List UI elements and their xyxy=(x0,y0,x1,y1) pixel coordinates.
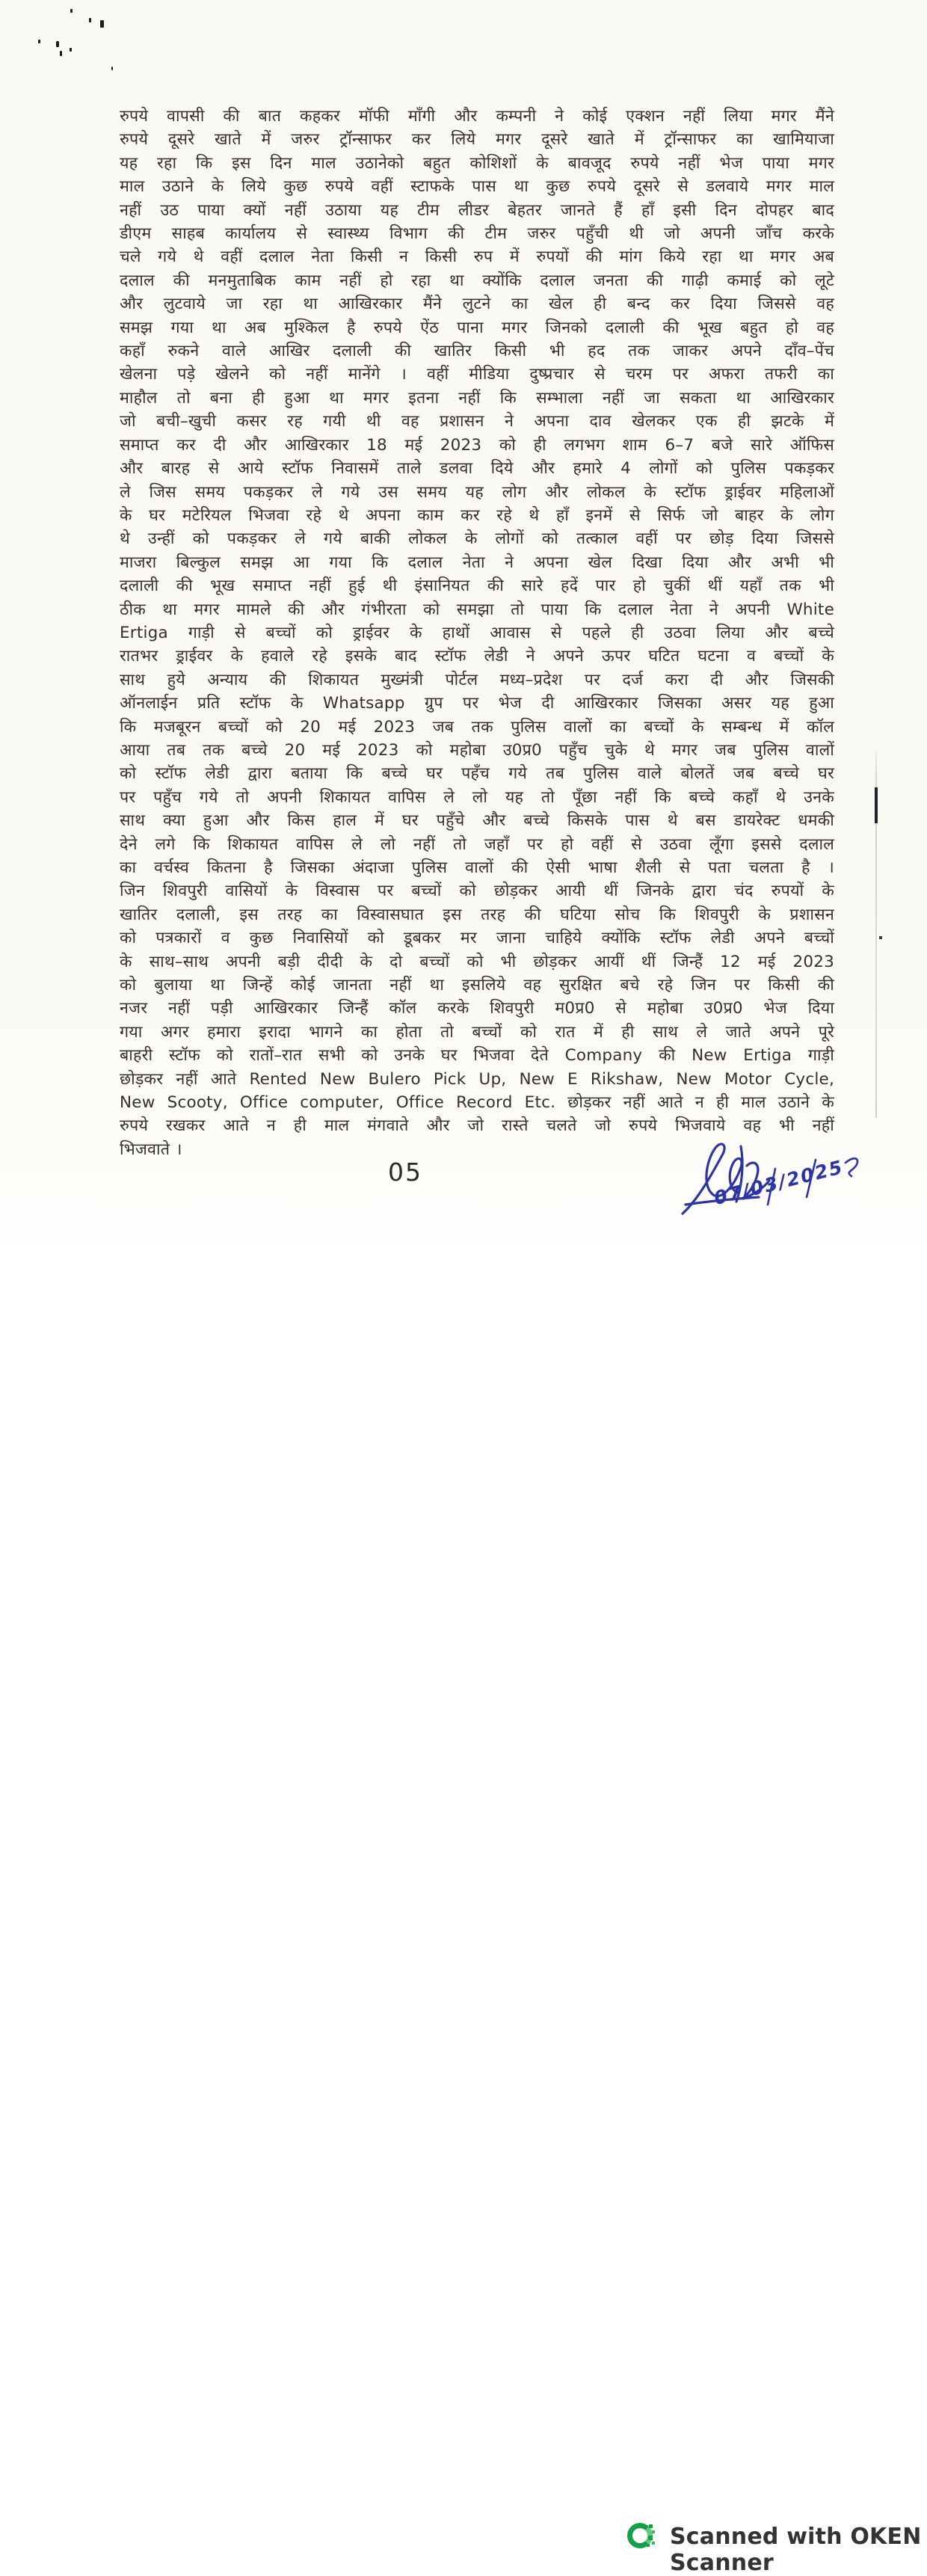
text-line: यह रहा कि इस दिन माल उठानेको बहुत कोशिशों के बावजूद रुपये नहीं भेज पाया मगर xyxy=(120,153,834,173)
scan-speck xyxy=(38,40,40,43)
text-line: को स्टॉफ लेडी द्वारा बताया कि बच्चे घर पहँच गये तब पुलिस वाले बोलतें जब बच्चे घर xyxy=(120,764,834,784)
text-line: चले गये थे वहीं दलाल नेता किसी न किसी रुप में रुपयों की मांग किये रहा था मगर अब xyxy=(120,248,834,267)
text-line: देने लगे कि शिकायत वापिस ले लो नहीं तो जहाँ पर हो वहीं से उठवा लूँगा इससे दलाल xyxy=(120,834,834,854)
text-line: रातभर ड्राईवर के हवाले रहे इसके बाद स्टॉफ लेडी ने अपने ऊपर घटित घटना व बच्चों के xyxy=(120,647,834,666)
text-line: छोड़कर नहीं आते Rented New Bulero Pick Up, New E Rikshaw, New Motor Cycle, xyxy=(120,1069,834,1089)
oken-logo-dot xyxy=(652,2530,655,2533)
text-line: रुपये रखकर आते न ही माल मंगवाते और जो रास्ते चलते जो रुपये भिजवाये वह भी नहीं xyxy=(120,1116,834,1136)
scan-speck xyxy=(89,18,91,22)
text-line: जिन शिवपुरी वासियों के विस्वास पर बच्चों को छोड़कर आयी थीं जिनके द्वारा चंद रुपयों के xyxy=(120,882,834,901)
oken-logo-dot xyxy=(647,2544,650,2547)
text-line: समाप्त कर दी और आखिरकार 18 मई 2023 को ही लगभग शाम 6–7 बजे सारे ऑफिस xyxy=(120,435,834,455)
text-line: के साथ–साथ अपनी बड़ी दीदी के दो बच्चों को भी छोड़कर आयीं थीं जिन्हैं 12 मई 2023 xyxy=(120,952,834,971)
scan-speck xyxy=(60,51,62,56)
text-line: माहौल तो बना ही हुआ था मगर इतना नहीं कि सम्भाला नहीं जा सकता था आखिरकार xyxy=(120,388,834,408)
oken-scanner-logo-icon xyxy=(622,2518,658,2554)
text-line: के घर मटेरियल भिजवा रहे थे अपना काम कर रहे थे हाँ इनमें से सिर्फ जो बाहर के लोग xyxy=(120,505,834,525)
text-line: पर पहुँच गये तो अपनी शिकायत वापिस ले लो यह तो पूँछा नहीं कि बच्चे कहाँ थे उनके xyxy=(120,787,834,807)
text-line: जो बची–खुची कसर रह गयी थी वह प्रशासन ने अपना दाव खेलकर एक ही झटके में xyxy=(120,412,834,431)
text-line: Ertiga गाड़ी से बच्चों को ड्राईवर के हाथों आवास से पहले ही उठवा लिया और बच्चे xyxy=(120,623,834,642)
document-text-block xyxy=(120,105,834,1161)
text-line: और लुटवाये जा रहा था आखिरकार मैंने लुटने का खेल ही बन्द कर दिया जिससे वह xyxy=(120,295,834,314)
scan-artifact-dark-segment xyxy=(875,787,878,823)
text-line: कि मजबूरन बच्चों को 20 मई 2023 जब तक पुलिस वालों का बच्चों के सम्बन्ध में कॉल xyxy=(120,717,834,737)
text-line: खेलना पड़े खेलने को नहीं मानेंगे । वहीं मीडिया दुष्प्रचार से चरम पर अफरा तफरी का xyxy=(120,365,834,384)
text-line: को बुलाया था जिन्हें कोई जानता नहीं था इसलिये वह सुरक्षित बचे रहे जिन पर किसी की xyxy=(120,976,834,995)
text-line: समझ गया था अब मुश्किल है रुपये ऐंठ पाना मगर जिनको दलाली की भूख बहुत हो वह xyxy=(120,318,834,337)
text-line: दलाल की मनमुताबिक काम नहीं हो रहा था क्योंकि दलाल जनता की गाढ़ी कमाई को लूटे xyxy=(120,271,834,290)
scanner-footer-text: Scanned with OKEN Scanner xyxy=(670,2524,922,2576)
text-line: नजर नहीं पड़ी आखिरकार जिन्हैं कॉल करके शिवपुरी म0प्र0 से महोबा उ0प्र0 भेज दिया xyxy=(120,999,834,1018)
text-line: New Scooty, Office computer, Office Record Etc. छोड़कर नहीं आते न ही माल उठाने के xyxy=(120,1093,834,1113)
text-line: और बारह से आये स्टॉफ निवासमें ताले डलवा दिये और हमारे 4 लोगों को पुलिस पकड़कर xyxy=(120,459,834,479)
text-line: का वर्चस्व कितना है जिसका अंदाजा पुलिस वालों की ऐसी भाषा शैली से पता चलता है । xyxy=(120,858,834,877)
text-line: थे उन्हीं को पकड़कर ले गये बाकी लोकल के लोगों को तत्काल वहीं पर छोड़ दिया जिससे xyxy=(120,529,834,549)
text-line: को पत्रकारों व कुछ निवासियों को डूबकर मर जाना चाहिये क्योंकि स्टॉफ लेडी अपने बच्चों xyxy=(120,929,834,948)
oken-logo-dot xyxy=(652,2542,655,2545)
text-line: भिजवाते । xyxy=(120,1140,182,1159)
scan-artifact-dot xyxy=(879,936,882,939)
text-line: रुपये दूसरे खाते में जरुर ट्रॉन्साफर कर लिये मगर दूसरे खाते में ट्रॉन्साफर का खामियाजा xyxy=(120,130,834,150)
page-number: 05 xyxy=(388,1158,422,1187)
scan-speck xyxy=(111,67,113,70)
oken-logo-dot xyxy=(648,2536,653,2540)
oken-logo-dot xyxy=(649,2524,653,2528)
text-line: दलाली की भूख समाप्त नहीं हुई थी इंसानियत की सारे हदें पार हो चुकीं थीं यहाँ तक भी xyxy=(120,577,834,596)
text-line: माजरा बिल्कुल समझ आ गया कि दलाल नेता ने अपना खेल दिखा दिया और अभी भी xyxy=(120,553,834,572)
text-line: आया तब तक बच्चे 20 मई 2023 को महोबा उ0प्र0 पहुँच चुके थे मगर जब पुलिस वालों xyxy=(120,740,834,760)
text-line: माल उठाने के लिये कुछ रुपये वहीं स्टाफके पास था कुछ रुपये दूसरे से डलवाये मगर माल xyxy=(120,177,834,197)
scanner-footer xyxy=(0,1256,927,2576)
text-line: डीएम साहब कार्यालय से स्वास्थ्य विभाग की टीम जरुर पहुँची थी जो अपनी जाँच करके xyxy=(120,224,834,244)
text-line: रुपये वापसी की बात कहकर मॉफी माँगी और कम्पनी ने कोई एक्शन नहीं लिया मगर मैंने xyxy=(120,107,834,126)
text-line: गया अगर हमारा इरादा भागने का होता तो बच्चों को रात में ही साथ ले जाते अपने पूरे xyxy=(120,1022,834,1042)
scan-speck xyxy=(100,20,104,28)
text-line: साथ हुये अन्याय की शिकायत मुख्मंत्री पोर्टल मध्य–प्रदेश पर दर्ज करा दी और जिसकी xyxy=(120,670,834,689)
text-line: साथ क्या हुआ और किस हाल में घर पहुँचे और बच्चे किसके पास थे बस डायरेक्ट धमकी xyxy=(120,811,834,831)
text-line: कहाँ रुकने वाले आखिर दलाली की खातिर किसी भी हद तक जाकर अपने दाँव–पेंच xyxy=(120,342,834,361)
scan-speck xyxy=(70,9,73,13)
text-line: ऑनलाईन प्रति स्टॉफ के Whatsapp ग्रुप पर भेज दी आखिरकार जिसका असर यह हुआ xyxy=(120,694,834,713)
scan-speck xyxy=(56,41,59,47)
text-line: नहीं उठ पाया क्यों नहीं उठाया यह टीम लीडर बेहतर जानते हैं हाँ इसी दिन दोपहर बाद xyxy=(120,200,834,220)
text-line: ले जिस समय पकड़कर ले गये उस समय यह लोग और लोकल के स्टॉफ ड्राईवर महिलाओं xyxy=(120,482,834,502)
text-line: बाहरी स्टॉफ को रातों–रात सभी को उनके घर भिजवा देते Company की New Ertiga गाड़ी xyxy=(120,1046,834,1066)
scan-speck xyxy=(70,48,72,52)
text-line: खातिर दलाली, इस तरह का विस्वासघात इस तरह की घटिया सोच कि शिवपुरी के प्रशासन xyxy=(120,905,834,924)
signature-date: 07/03/2025 xyxy=(712,1155,846,1210)
text-line: ठीक था मगर मामले की और गंभीरता को समझा तो पाया कि दलाल नेता ने अपनी White xyxy=(120,600,834,619)
signature-block xyxy=(669,1133,863,1223)
